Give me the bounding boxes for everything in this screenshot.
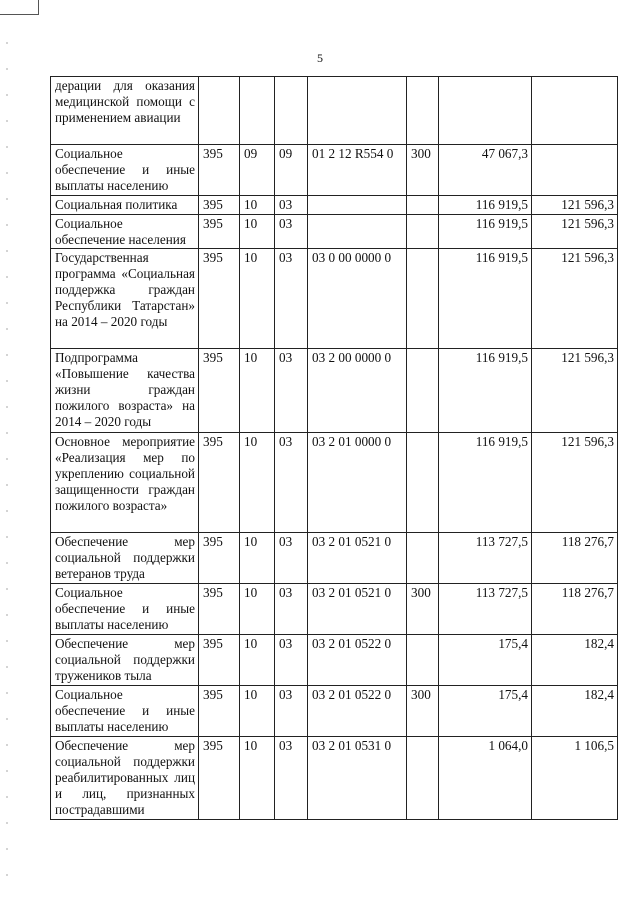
row-amount-year1-cell: 116 919,5	[439, 249, 532, 349]
row-name-cell: дерации для оказания медицинской помощи с применением авиации	[51, 77, 199, 145]
row-name-cell: Социальная политика	[51, 196, 199, 215]
row-section-code-cell: 10	[240, 584, 275, 635]
row-amount-year2-cell: 1 106,5	[532, 737, 618, 820]
table-row	[51, 635, 618, 686]
row-name-cell: Социальное обеспечение и иные выплаты населению	[51, 584, 199, 635]
row-amount-year1-cell: 116 919,5	[439, 215, 532, 249]
row-expense-type-cell	[407, 433, 439, 533]
budget-table	[50, 76, 618, 820]
row-section-code-cell: 10	[240, 433, 275, 533]
row-amount-year1-cell: 116 919,5	[439, 433, 532, 533]
row-target-item-code-cell: 03 2 01 0522 0	[308, 686, 407, 737]
row-section-code-cell: 10	[240, 635, 275, 686]
table-row	[51, 145, 618, 196]
row-amount-year2-cell: 121 596,3	[532, 215, 618, 249]
row-section-code-cell: 10	[240, 533, 275, 584]
row-amount-year2-cell: 118 276,7	[532, 533, 618, 584]
table-row	[51, 77, 618, 145]
row-expense-type-cell: 300	[407, 145, 439, 196]
row-expense-type-cell	[407, 737, 439, 820]
row-subsection-code-cell: 03	[275, 196, 308, 215]
page-number: 5	[317, 51, 323, 65]
table-row	[51, 737, 618, 820]
row-ministry-code-cell: 395	[199, 584, 240, 635]
row-expense-type-cell	[407, 196, 439, 215]
row-target-item-code-cell: 03 2 01 0521 0	[308, 584, 407, 635]
row-amount-year2-cell: 121 596,3	[532, 249, 618, 349]
row-ministry-code-cell: 395	[199, 433, 240, 533]
row-amount-year2-cell	[532, 77, 618, 145]
row-amount-year1-cell: 175,4	[439, 635, 532, 686]
row-section-code-cell: 10	[240, 737, 275, 820]
row-amount-year2-cell: 121 596,3	[532, 196, 618, 215]
row-ministry-code-cell: 395	[199, 249, 240, 349]
row-name-cell: Обеспечение мер социальной поддержки реабилитированных лиц и лиц, признанных пострадавшими	[51, 737, 199, 820]
row-ministry-code-cell: 395	[199, 737, 240, 820]
row-amount-year1-cell: 113 727,5	[439, 533, 532, 584]
row-amount-year1-cell: 113 727,5	[439, 584, 532, 635]
row-ministry-code-cell: 395	[199, 635, 240, 686]
row-ministry-code-cell: 395	[199, 686, 240, 737]
row-ministry-code-cell: 395	[199, 196, 240, 215]
row-subsection-code-cell: 03	[275, 533, 308, 584]
row-ministry-code-cell: 395	[199, 533, 240, 584]
row-target-item-code-cell: 03 2 00 0000 0	[308, 349, 407, 433]
row-amount-year2-cell: 182,4	[532, 686, 618, 737]
row-target-item-code-cell: 03 2 01 0000 0	[308, 433, 407, 533]
row-name-cell: Социальное обеспечение и иные выплаты населению	[51, 686, 199, 737]
row-amount-year1-cell: 1 064,0	[439, 737, 532, 820]
row-amount-year1-cell: 47 067,3	[439, 145, 532, 196]
row-section-code-cell: 09	[240, 145, 275, 196]
row-expense-type-cell	[407, 215, 439, 249]
row-target-item-code-cell	[308, 77, 407, 145]
table-row	[51, 686, 618, 737]
row-amount-year1-cell	[439, 77, 532, 145]
row-subsection-code-cell: 03	[275, 249, 308, 349]
row-amount-year2-cell: 121 596,3	[532, 433, 618, 533]
row-expense-type-cell	[407, 533, 439, 584]
row-subsection-code-cell: 03	[275, 215, 308, 249]
row-section-code-cell: 10	[240, 215, 275, 249]
row-target-item-code-cell: 03 2 01 0522 0	[308, 635, 407, 686]
row-section-code-cell	[240, 77, 275, 145]
row-name-cell: Подпрограмма «Повышение качества жизни граждан пожилого возраста» на 2014 – 2020 годы	[51, 349, 199, 433]
row-expense-type-cell: 300	[407, 584, 439, 635]
row-section-code-cell: 10	[240, 349, 275, 433]
table-row	[51, 584, 618, 635]
row-ministry-code-cell: 395	[199, 349, 240, 433]
row-subsection-code-cell	[275, 77, 308, 145]
row-section-code-cell: 10	[240, 196, 275, 215]
row-subsection-code-cell: 03	[275, 584, 308, 635]
row-subsection-code-cell: 03	[275, 686, 308, 737]
row-subsection-code-cell: 03	[275, 737, 308, 820]
table-row	[51, 349, 618, 433]
row-expense-type-cell: 300	[407, 686, 439, 737]
row-name-cell: Социальное обеспечение населения	[51, 215, 199, 249]
row-amount-year2-cell: 118 276,7	[532, 584, 618, 635]
row-section-code-cell: 10	[240, 249, 275, 349]
row-target-item-code-cell: 03 0 00 0000 0	[308, 249, 407, 349]
row-name-cell: Обеспечение мер социальной поддержки ветеранов труда	[51, 533, 199, 584]
row-name-cell: Обеспечение мер социальной поддержки тружеников тыла	[51, 635, 199, 686]
table-row	[51, 533, 618, 584]
row-subsection-code-cell: 03	[275, 635, 308, 686]
row-section-code-cell: 10	[240, 686, 275, 737]
row-name-cell: Основное мероприятие «Реализация мер по укреплению социальной защищенности граждан пожилого возраста»	[51, 433, 199, 533]
row-amount-year1-cell: 116 919,5	[439, 196, 532, 215]
table-row	[51, 433, 618, 533]
row-amount-year2-cell: 182,4	[532, 635, 618, 686]
row-subsection-code-cell: 03	[275, 349, 308, 433]
row-amount-year2-cell	[532, 145, 618, 196]
row-name-cell: Социальное обеспечение и иные выплаты населению	[51, 145, 199, 196]
row-subsection-code-cell: 03	[275, 433, 308, 533]
row-subsection-code-cell: 09	[275, 145, 308, 196]
row-ministry-code-cell: 395	[199, 145, 240, 196]
row-expense-type-cell	[407, 249, 439, 349]
table-row	[51, 215, 618, 249]
row-amount-year1-cell: 116 919,5	[439, 349, 532, 433]
row-amount-year2-cell: 121 596,3	[532, 349, 618, 433]
binding-margin-dots	[6, 30, 8, 890]
row-target-item-code-cell: 01 2 12 R554 0	[308, 145, 407, 196]
scan-corner-mark	[0, 0, 39, 15]
row-ministry-code-cell	[199, 77, 240, 145]
row-amount-year1-cell: 175,4	[439, 686, 532, 737]
row-expense-type-cell	[407, 349, 439, 433]
row-target-item-code-cell	[308, 196, 407, 215]
row-target-item-code-cell	[308, 215, 407, 249]
table-row	[51, 196, 618, 215]
row-ministry-code-cell: 395	[199, 215, 240, 249]
row-name-cell: Государственная программа «Социальная поддержка граждан Республики Татарстан» на 2014 – 2020 годы	[51, 249, 199, 349]
row-target-item-code-cell: 03 2 01 0531 0	[308, 737, 407, 820]
row-expense-type-cell	[407, 635, 439, 686]
row-target-item-code-cell: 03 2 01 0521 0	[308, 533, 407, 584]
row-expense-type-cell	[407, 77, 439, 145]
table-row	[51, 249, 618, 349]
